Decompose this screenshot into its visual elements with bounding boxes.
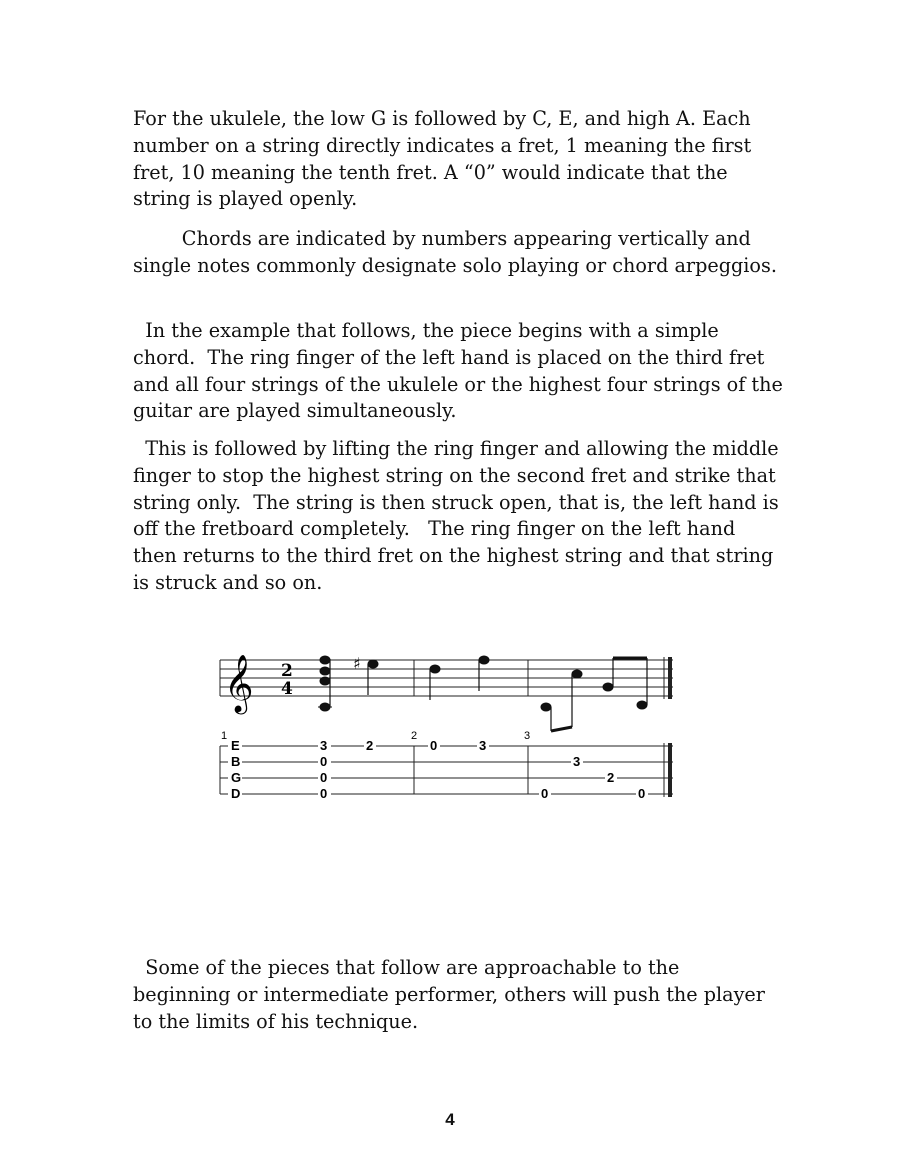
beamed-notes-high — [603, 658, 647, 709]
tab-string-e: E — [231, 738, 240, 753]
measure-number-3: 3 — [524, 730, 531, 742]
paragraph-chords: Chords are indicated by numbers appearing vertically and single notes commonly designate solo playing or chord arpeggios. — [133, 227, 777, 277]
sharp-icon: ♯ — [353, 654, 361, 673]
paragraph-example: In the example that follows, the piece begins with a simple chord. The ring finger of the left hand is placed on the third fret and all four strings of the ukulele or the highest four strings of the guitar are played simultaneously. — [133, 319, 789, 423]
measure-number-1: 1 — [221, 730, 228, 742]
note-e — [430, 665, 440, 700]
paragraph-fingering: This is followed by lifting the ring finger and allowing the middle finger to stop the highest string on the second fret and strike that string only. The string is then struck open, that is, the left hand is off the fretboard completely. The ring finger on the left hand then returns to the third fret on the highest string and that string is struck and so on. — [133, 437, 785, 594]
tab-fret: 3 — [573, 754, 581, 769]
tab-fret-numbers — [318, 738, 648, 801]
beamed-notes-low — [541, 670, 582, 731]
time-signature-bottom: 4 — [281, 679, 293, 699]
tab-staff — [220, 743, 673, 797]
tab-fret: 0 — [320, 786, 328, 801]
notation-and-tab — [218, 645, 678, 805]
music-example-figure — [218, 645, 678, 805]
paragraph-ukulele-strings: For the ukulele, the low G is followed by C, E, and high A. Each number on a string directly indicates a fret, 1 meaning the first fret, 10 meaning the tenth fret. A “0” would indicate that the string is played openly. — [133, 107, 752, 211]
measure-number-2: 2 — [411, 730, 418, 742]
time-signature-top: 2 — [281, 661, 293, 681]
tab-fret: 3 — [320, 738, 328, 753]
tab-fret: 0 — [430, 738, 438, 753]
treble-clef-icon: 𝄞 — [224, 654, 254, 712]
chord-note — [318, 656, 332, 711]
tab-string-g: G — [231, 770, 242, 785]
tab-fret: 0 — [638, 786, 646, 801]
tab-fret: 0 — [320, 754, 328, 769]
tab-string-d: D — [231, 786, 241, 801]
note-g — [479, 656, 489, 691]
tab-fret: 2 — [366, 738, 374, 753]
tab-string-labels — [228, 738, 242, 801]
tab-fret: 0 — [320, 770, 328, 785]
tab-string-b: B — [231, 754, 241, 769]
tab-fret: 2 — [607, 770, 615, 785]
page-number: 4 — [445, 1110, 455, 1129]
tab-fret: 3 — [479, 738, 487, 753]
paragraph-difficulty: Some of the pieces that follow are approachable to the beginning or intermediate performer, others will push the player to the limits of his technique. — [133, 956, 772, 1033]
tab-fret: 0 — [541, 786, 549, 801]
